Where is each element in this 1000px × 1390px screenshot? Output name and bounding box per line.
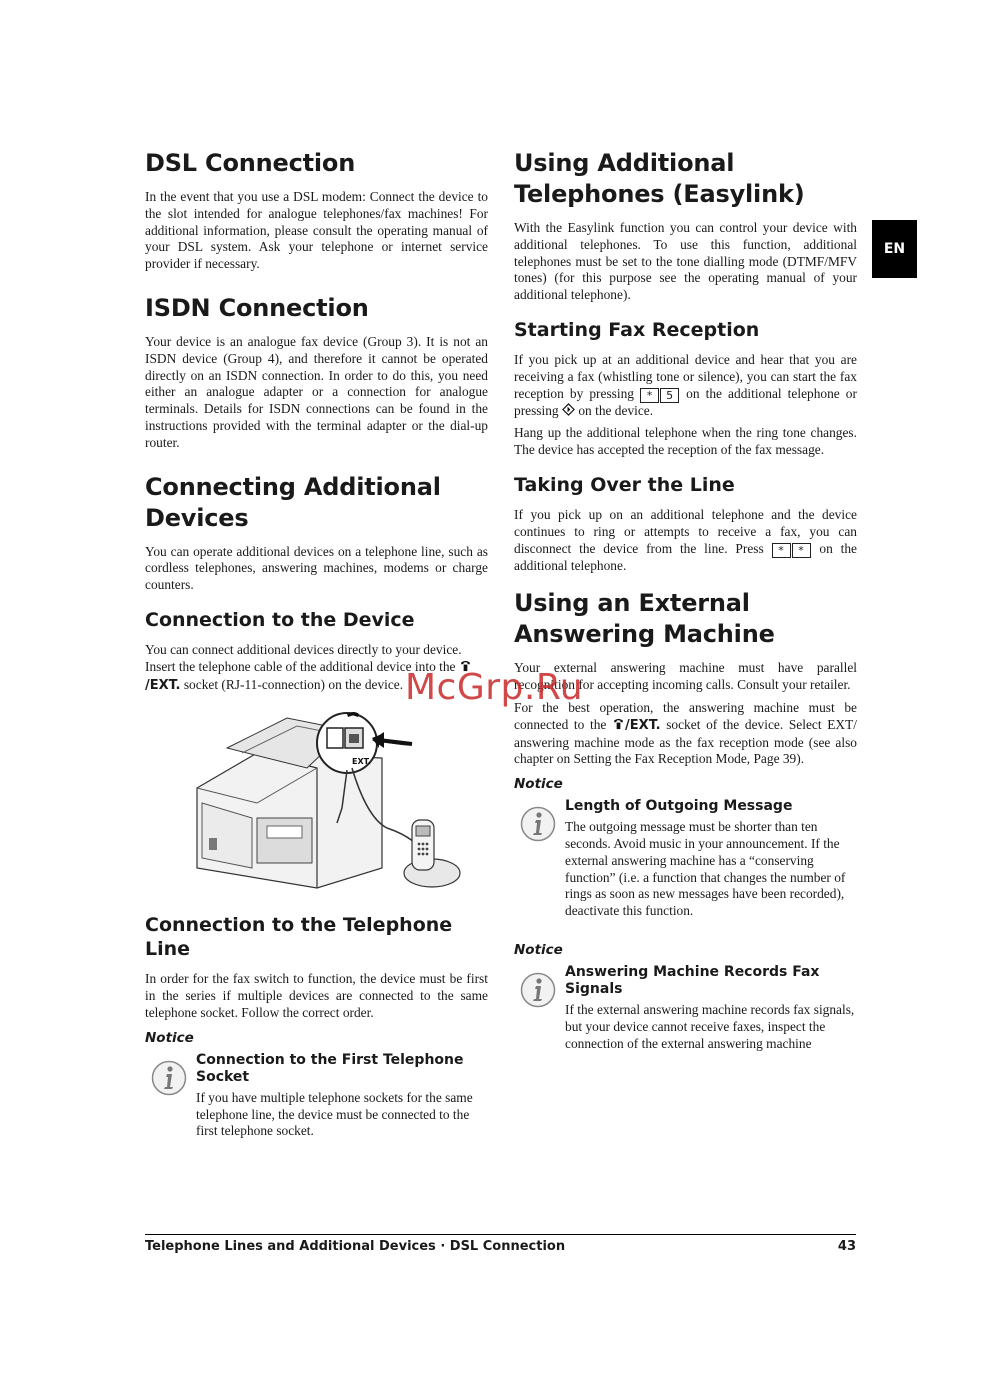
figure-ext-label: EXT. [352, 757, 371, 767]
footer-section: Telephone Lines and Additional Devices · DSL Connection [145, 1239, 566, 1254]
device-text-before: You can connect additional devices directly to your device. Insert the telephone cable of the additional device into the [145, 641, 462, 674]
five-key: 5 [660, 388, 679, 403]
left-column [145, 148, 488, 1146]
tam-text-before: For the best operation, the answering machine must be connected to the [514, 699, 857, 732]
ext-socket-ref-right [612, 718, 660, 733]
info-icon [151, 1060, 187, 1096]
notice-outgoing-message-title: Length of Outgoing Message [565, 798, 793, 815]
additional-devices-heading: Connecting Additional Devices [145, 472, 441, 532]
language-tab-label: EN [883, 241, 906, 257]
notice-fax-signals-text: If the external answering machine records fax signals, but your device cannot receive faxes, inspect the connection of the external answering machine [565, 1001, 855, 1051]
fax-reception-paragraph-2: Hang up the additional telephone when the ring tone changes. The device has accepted the reception of the fax message. [514, 425, 857, 458]
answering-machine-paragraph-2 [514, 700, 857, 768]
isdn-heading: ISDN Connection [145, 293, 369, 322]
notice-outgoing-message-text: The outgoing message must be shorter than ten seconds. Avoid music in your announcement. If the external answering machine has a “conserving function” (i.e. a function that changes the number of rings as soon as new messages have been recorded), deactivate this function. [565, 819, 846, 919]
page-number: 43 [837, 1239, 856, 1254]
fax-reception-paragraph [514, 352, 857, 419]
notice-first-socket-title: Connection to the First Telephone Socket [196, 1051, 464, 1085]
fax-reception-heading: Starting Fax Reception [514, 318, 760, 341]
notice-first-socket-text: If you have multiple telephone sockets for the same telephone line, the device must be connected to the first telephone socket. [196, 1089, 473, 1139]
answering-machine-heading: Using an External Answering Machine [514, 589, 775, 649]
star-key-1: * [772, 543, 791, 558]
notice-label-right-2: Notice [514, 941, 563, 958]
phone-icon [612, 717, 625, 730]
notice-fax-signals-title: Answering Machine Records Fax Signals [565, 963, 820, 997]
answering-machine-paragraph-1: Your external answering machine must have parallel recognition for accepting incoming calls. Consult your retailer. [514, 660, 857, 693]
tam-text-after: socket of the device. Select EXT/ answering machine mode as the fax reception mode (see also chapter on Setting the Fax Reception Mode, Page 39). [514, 716, 857, 767]
dsl-paragraph: In the event that you use a DSL modem: Connect the device to the slot intended for analogue telephones/fax machines! For additional information, please consult the operating manual of your DSL system. Ask your telephone or internet service provider if necessary. [145, 189, 488, 272]
connection-line-paragraph: In order for the fax switch to function, the device must be first in the series if multiple devices are connected to the same telephone socket. Follow the correct order. [145, 971, 488, 1020]
star-key-2: * [792, 543, 811, 558]
right-column [514, 148, 857, 1058]
ext-label-right: /EXT. [625, 717, 661, 733]
watermark: McGrp.Ru [405, 667, 584, 708]
info-icon [520, 806, 556, 842]
easylink-heading: Using Additional Telephones (Easylink) [514, 149, 805, 208]
device-text-after: socket (RJ-11-connection) on the device. [183, 676, 404, 692]
footer-rule [145, 1234, 856, 1235]
fax-text-1: If you pick up at an additional device and hear that you are receiving a fax (whistling tone or silence), you can start the fax reception by pressing [514, 351, 857, 401]
notice-label-left: Notice [145, 1029, 194, 1046]
fax-text-2: on the additional telephone or pressing [514, 385, 857, 418]
takeover-text-1: If you pick up on an additional telephone and the device continues to ring or attempts to receive a fax, you can disconnect the device from the line. Press [514, 506, 857, 556]
notice-outgoing-message [514, 798, 857, 920]
ext-label: /EXT. [145, 677, 181, 693]
start-icon [562, 403, 575, 416]
isdn-paragraph: Your device is an analogue fax device (Group 3). It is not an ISDN device (Group 4), and therefore it cannot be operated directly on an ISDN connection. In order to do this, you need either an analogue adapter or a connection for analogue terminals. Details for ISDN connections can be found in the instructions provided with the terminal adapter or the dial-up router. [145, 333, 488, 450]
takeover-text-2: on the additional telephone. [514, 540, 857, 573]
fax-text-3: on the device. [578, 402, 654, 418]
takeover-paragraph [514, 507, 857, 574]
language-tab [872, 220, 917, 278]
takeover-heading: Taking Over the Line [514, 473, 735, 496]
info-icon [520, 972, 556, 1008]
notice-label-right-1: Notice [514, 776, 563, 793]
easylink-paragraph: With the Easylink function you can control your device with additional telephones. To use this function, additional telephones must be set to the tone dialling mode (DTMF/MFV tones) (for this purpose see the operating manual of your additional telephone). [514, 220, 857, 303]
connection-line-heading: Connection to the Telephone Line [145, 914, 453, 961]
connection-device-heading: Connection to the Device [145, 608, 415, 631]
dsl-heading: DSL Connection [145, 149, 356, 177]
notice-first-socket [145, 1052, 488, 1140]
fax-connection-illustration [187, 708, 487, 898]
additional-devices-paragraph: You can operate additional devices on a telephone line, such as cordless telephones, answering machines, modems or charge counters. [145, 543, 488, 593]
notice-fax-signals [514, 964, 857, 1052]
star-key: * [640, 388, 659, 403]
